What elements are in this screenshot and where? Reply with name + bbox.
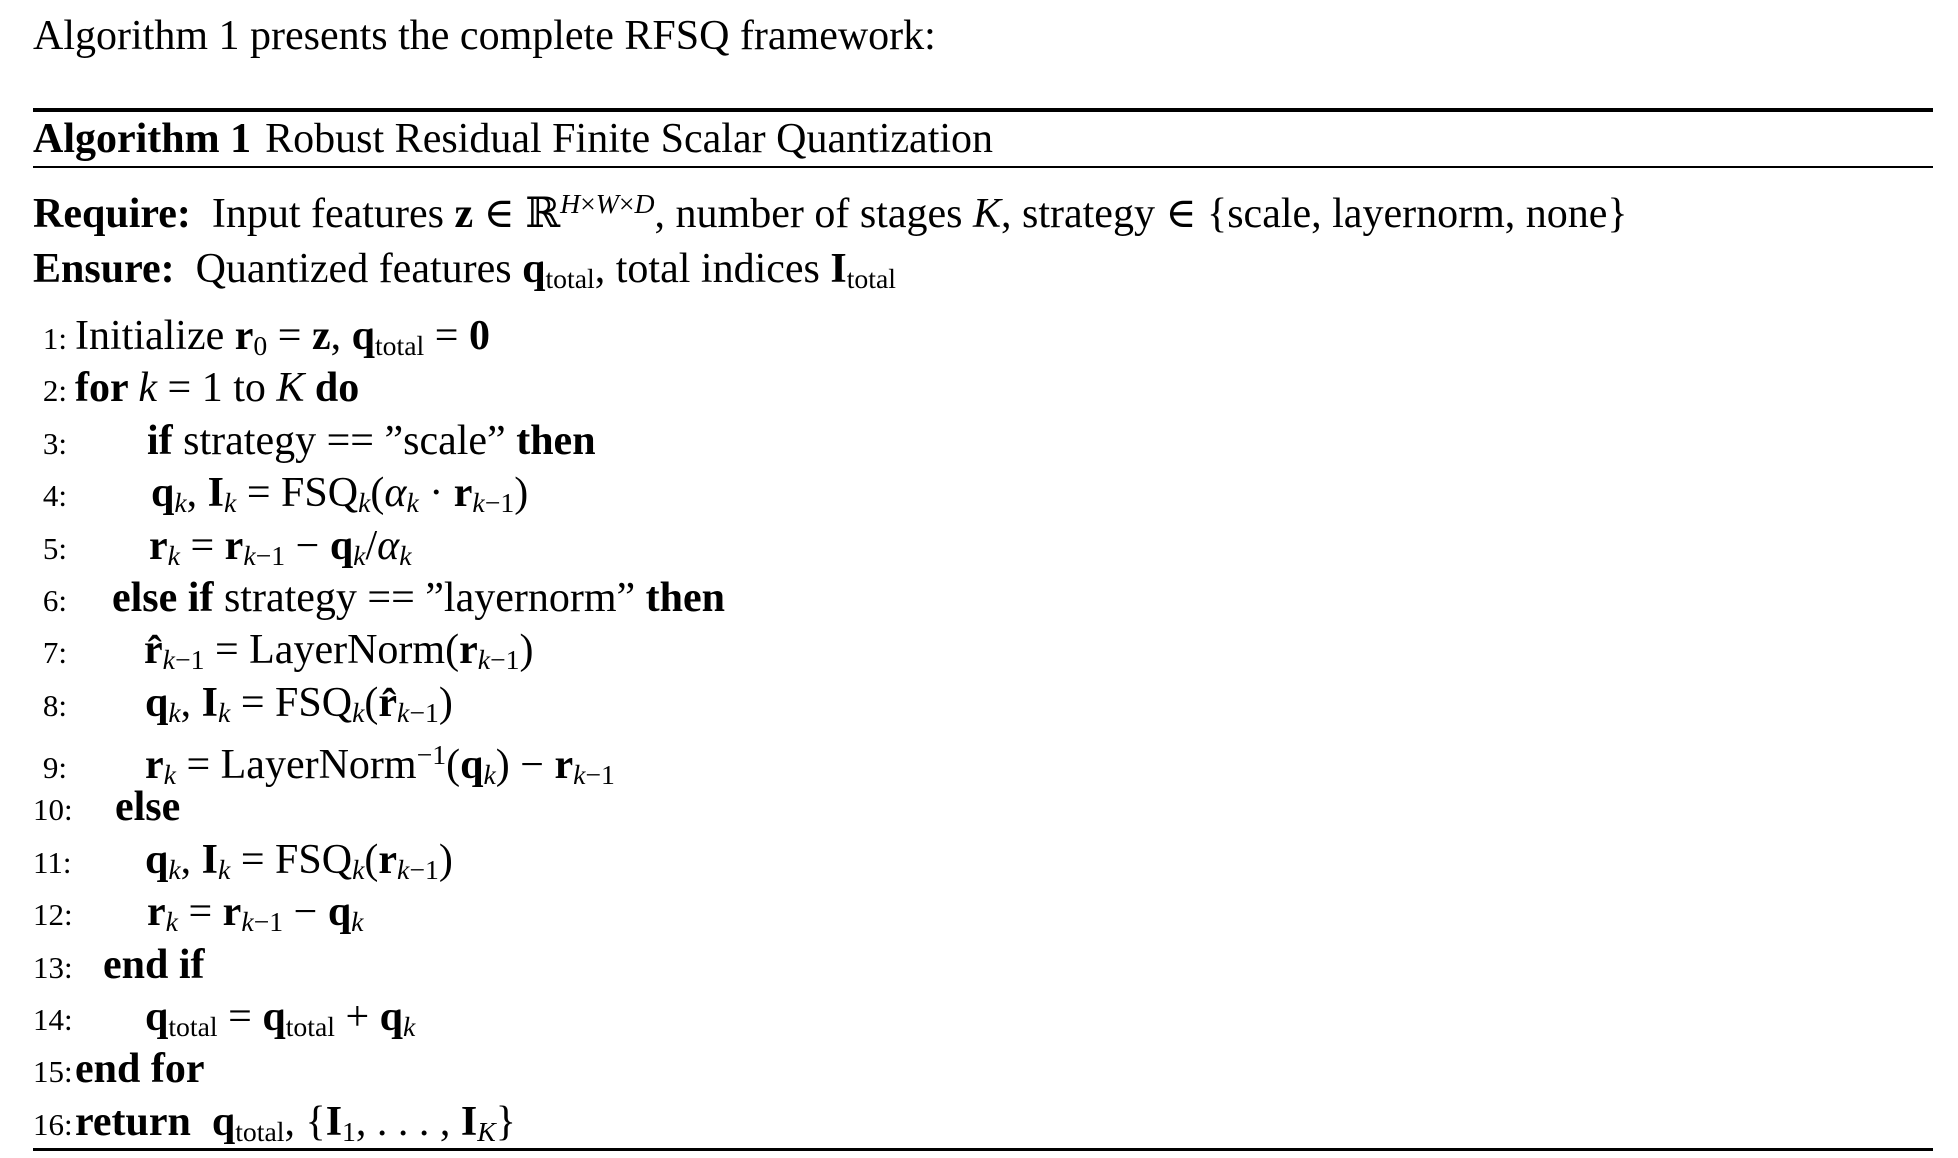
line-content — [67, 994, 416, 1043]
math-segment: Ensure: — [33, 245, 175, 292]
math-segment: ∈ ℝ — [473, 190, 561, 237]
math-segment: 0 — [253, 330, 268, 362]
math-segment: −1 — [409, 853, 439, 885]
math-segment: k — [162, 644, 175, 676]
math-segment: − — [285, 522, 330, 569]
math-segment: total — [374, 330, 425, 362]
math-segment: k — [218, 853, 231, 885]
algorithm-line-2 — [33, 362, 1933, 414]
math-segment: ) — [438, 836, 453, 883]
math-segment: I — [460, 1098, 478, 1145]
math-segment: k — [243, 539, 256, 571]
math-segment: α — [384, 470, 407, 517]
math-segment: k — [477, 644, 491, 676]
math-segment: k — [406, 487, 419, 519]
math-segment: r — [554, 741, 574, 788]
algorithm-line-8 — [33, 677, 1933, 729]
math-segment: } — [495, 1098, 516, 1145]
algorithm-line-12 — [33, 886, 1933, 938]
line-number: 14: — [33, 1002, 73, 1038]
line-number: 9: — [42, 749, 67, 785]
math-segment: · — [418, 470, 454, 517]
math-segment: H — [560, 188, 581, 219]
algorithm-line-1 — [33, 310, 1933, 362]
math-segment: K — [276, 365, 305, 412]
math-segment: r — [459, 627, 478, 674]
algorithm-line-11 — [33, 834, 1933, 886]
math-segment: k — [399, 539, 412, 571]
math-segment: K — [477, 1115, 496, 1147]
math-segment: k — [218, 696, 231, 728]
algorithm-body — [33, 168, 1933, 1148]
math-segment: = — [267, 312, 312, 359]
math-segment: end for — [75, 1046, 205, 1093]
math-segment: Quantized features — [174, 245, 523, 292]
math-segment: k — [358, 487, 371, 519]
math-segment: strategy == ”layernorm” — [223, 574, 646, 621]
math-segment: I — [201, 679, 219, 726]
math-segment: k — [403, 1011, 416, 1043]
math-segment: Require: — [33, 190, 191, 237]
line-content — [67, 365, 359, 411]
intro-paragraph: Algorithm 1 presents the complete RFSQ framework: — [33, 13, 936, 59]
line-number: 5: — [42, 530, 67, 566]
line-number: 3: — [42, 425, 67, 461]
math-segment: −1 — [409, 696, 439, 728]
math-segment: q — [379, 994, 404, 1041]
math-segment: 0 — [468, 312, 490, 359]
math-segment: q — [327, 889, 352, 936]
math-segment: k — [351, 906, 364, 938]
math-segment: ( — [364, 836, 379, 883]
math-segment: q — [262, 994, 286, 1041]
math-segment: return — [75, 1098, 212, 1145]
math-segment: + — [334, 994, 380, 1041]
math-segment: k — [352, 853, 365, 885]
math-segment: ( — [446, 741, 461, 788]
math-segment: q — [351, 312, 375, 359]
algorithm-caption-label: Algorithm 1 — [33, 116, 252, 162]
math-segment: strategy == ”scale” — [183, 417, 517, 464]
line-number: 7: — [42, 635, 67, 671]
math-segment: ( — [370, 470, 385, 517]
math-segment: = LayerNorm — [175, 741, 417, 788]
require-line — [33, 176, 1933, 242]
math-segment: ( — [364, 679, 379, 726]
algorithm-bottom-rule — [33, 1148, 1933, 1151]
math-segment: r — [453, 470, 473, 517]
line-number: 11: — [33, 844, 72, 880]
math-segment: I — [325, 1098, 343, 1145]
math-segment: k — [168, 696, 181, 728]
line-content — [67, 418, 596, 464]
math-segment: total — [285, 1011, 335, 1043]
math-segment: / — [365, 522, 378, 569]
math-segment: = — [179, 522, 225, 569]
math-segment: = — [424, 312, 469, 359]
algorithm-line-14 — [33, 991, 1933, 1043]
math-segment: , — [330, 312, 352, 359]
math-segment: k — [397, 853, 410, 885]
math-segment: else if — [112, 574, 224, 621]
math-segment: total — [545, 262, 595, 294]
line-content — [67, 889, 364, 938]
math-segment: K — [972, 190, 1001, 237]
line-number: 16: — [33, 1106, 73, 1142]
line-number: 12: — [33, 897, 73, 933]
math-segment: = LayerNorm( — [204, 627, 460, 674]
math-segment: −1 — [490, 644, 520, 676]
math-segment: × — [618, 188, 635, 219]
line-content — [67, 470, 529, 519]
math-segment: r — [147, 889, 166, 936]
line-number: 6: — [42, 582, 67, 618]
math-segment: k — [573, 759, 586, 791]
math-segment: , — [180, 836, 202, 883]
math-segment: = FSQ — [236, 470, 359, 517]
math-segment: do — [304, 365, 360, 412]
line-number: 4: — [42, 478, 67, 514]
math-segment: if — [147, 417, 184, 464]
math-segment: total — [168, 1011, 218, 1043]
math-segment: k — [352, 696, 365, 728]
math-segment: W — [595, 188, 619, 219]
line-content — [67, 1046, 205, 1092]
math-segment: z — [454, 190, 474, 237]
line-content — [67, 942, 205, 988]
line-content — [67, 1099, 516, 1145]
math-segment: , { — [284, 1098, 326, 1145]
math-segment: k — [483, 759, 496, 791]
math-segment: I — [207, 470, 225, 517]
algorithm-caption-title: Robust Residual Finite Scalar Quantization — [265, 116, 994, 162]
math-segment: ) — [514, 470, 529, 517]
math-segment: k — [174, 487, 187, 519]
algorithm-line-10 — [33, 781, 1933, 833]
math-segment: r — [149, 522, 168, 569]
math-segment: I — [830, 245, 847, 292]
math-segment: = 1 to — [157, 365, 277, 412]
math-segment: Input features — [190, 190, 455, 237]
math-segment: k — [224, 487, 237, 519]
math-segment: q — [145, 679, 169, 726]
line-content — [67, 627, 534, 676]
line-content — [67, 312, 490, 362]
math-segment: k — [241, 906, 254, 938]
line-number: 2: — [42, 373, 67, 409]
math-segment: total — [235, 1115, 285, 1147]
math-segment: q — [460, 741, 484, 788]
math-segment: then — [645, 574, 726, 621]
math-segment: q — [329, 522, 354, 569]
line-number: 15: — [33, 1054, 73, 1090]
math-segment: r — [378, 836, 398, 883]
math-segment: total — [846, 262, 897, 294]
algorithm-lines — [33, 310, 1933, 1148]
math-segment: end if — [103, 941, 205, 988]
math-segment: q — [151, 470, 175, 517]
math-segment: −1 — [416, 739, 447, 771]
math-segment: r — [145, 741, 164, 788]
math-segment: k — [163, 759, 176, 791]
math-segment: = FSQ — [230, 679, 353, 726]
math-segment: −1 — [174, 644, 205, 676]
line-number: 10: — [33, 792, 73, 828]
math-segment: 1 — [342, 1115, 356, 1147]
math-segment: = — [217, 994, 263, 1041]
math-segment: = FSQ — [230, 836, 353, 883]
math-segment: z — [311, 312, 331, 359]
algorithm-line-9 — [33, 729, 1933, 791]
math-segment: k — [353, 539, 366, 571]
algorithm-line-13 — [33, 939, 1933, 991]
algorithm-line-7 — [33, 624, 1933, 676]
math-segment: ) — [438, 679, 453, 726]
algorithm-caption — [33, 112, 1933, 166]
math-segment: r — [224, 522, 244, 569]
math-segment: D — [634, 188, 655, 219]
line-number: 13: — [33, 949, 73, 985]
math-segment: k — [167, 539, 180, 571]
line-content — [67, 837, 453, 883]
math-segment: −1 — [253, 906, 284, 938]
line-number: 1: — [42, 320, 67, 356]
math-segment: else — [115, 784, 181, 831]
math-segment: q — [211, 1098, 236, 1145]
math-segment: k — [472, 487, 485, 519]
algorithm-line-3 — [33, 415, 1933, 467]
math-segment: r — [222, 889, 242, 936]
math-segment: I — [201, 836, 219, 883]
line-content — [67, 523, 412, 569]
math-segment: then — [516, 417, 596, 464]
math-segment: ) — [519, 627, 534, 674]
algorithm-line-5 — [33, 520, 1933, 572]
math-segment: k — [165, 906, 178, 938]
math-segment: , total indices — [594, 245, 831, 292]
math-segment: , strategy ∈ {scale, layernorm, none} — [1001, 190, 1628, 237]
math-segment: α — [377, 522, 400, 569]
math-segment: r̂ — [144, 627, 163, 674]
math-segment: , number of stages — [654, 190, 973, 237]
math-segment: for — [75, 365, 139, 412]
math-segment: Initialize — [75, 312, 235, 359]
math-segment: = — [177, 889, 223, 936]
algorithm-block — [33, 108, 1933, 1151]
algorithm-line-15 — [33, 1043, 1933, 1095]
math-segment: , — [180, 679, 202, 726]
math-segment: −1 — [484, 487, 515, 519]
line-content — [67, 680, 453, 726]
math-segment: , — [186, 470, 208, 517]
math-segment: q — [145, 994, 169, 1041]
math-segment: k — [168, 853, 181, 885]
math-segment: r — [234, 312, 254, 359]
math-segment: k — [138, 365, 158, 412]
line-content — [67, 575, 725, 621]
math-segment: −1 — [255, 539, 286, 571]
ensure-line — [33, 242, 1933, 306]
math-segment: − — [283, 889, 328, 936]
math-segment: k — [397, 696, 410, 728]
math-segment: × — [580, 188, 596, 219]
algorithm-line-4 — [33, 467, 1933, 519]
math-segment: ) − — [495, 741, 555, 788]
algorithm-line-6 — [33, 572, 1933, 624]
math-segment: , . . . , — [355, 1098, 461, 1145]
math-segment: q — [145, 836, 169, 883]
math-segment: r̂ — [378, 679, 398, 726]
line-number: 8: — [42, 687, 67, 723]
math-segment: −1 — [585, 759, 615, 791]
math-segment: q — [522, 245, 546, 292]
algorithm-line-16 — [33, 1096, 1933, 1148]
line-content — [67, 784, 180, 830]
